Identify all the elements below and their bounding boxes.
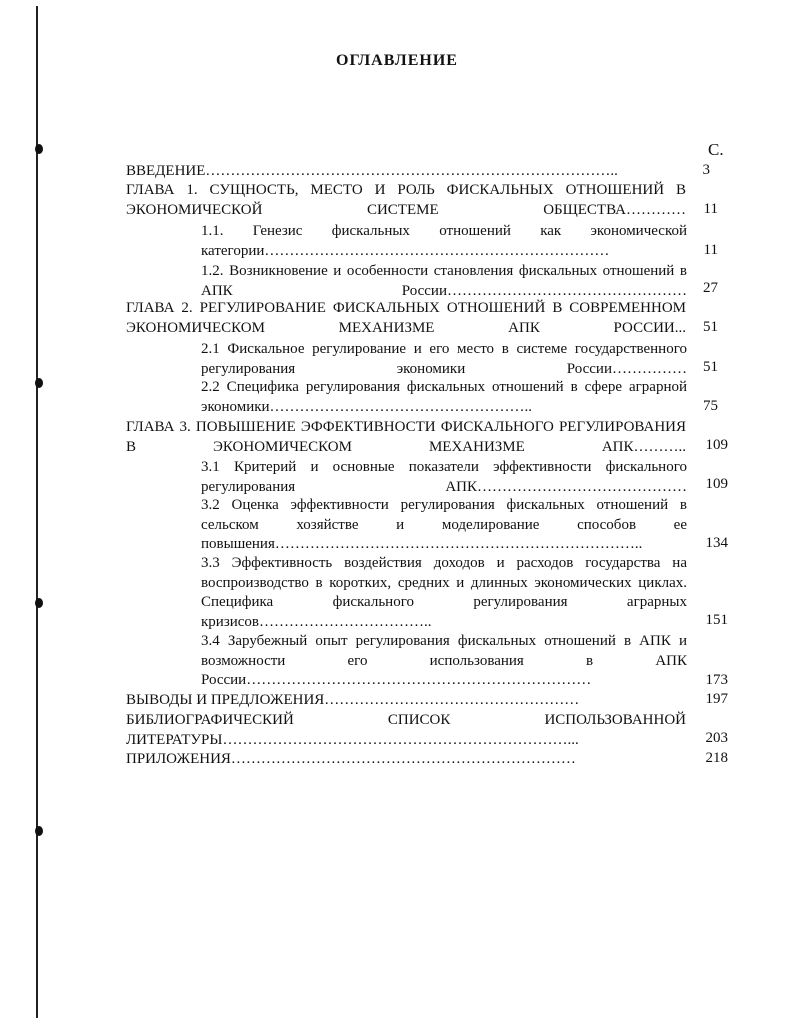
punch-hole-mark	[35, 598, 43, 608]
toc-entry-appendices[interactable]	[126, 750, 686, 770]
toc-page-number: 11	[703, 242, 718, 258]
toc-entry-text: 3.2 Оценка эффективности регулирования фискальных отношений в сельском хозяйстве и моделирование способов ее повышения………………………………………………………………..	[201, 497, 687, 552]
toc-entry-text: ГЛАВА 1. СУЩНОСТЬ, МЕСТО И РОЛЬ ФИСКАЛЬНЫХ ОТНОШЕНИЙ В ЭКОНОМИЧЕСКОЙ СИСТЕМЕ ОБЩЕСТВА…………	[126, 182, 686, 218]
toc-entry-section-2-1[interactable]	[201, 340, 687, 379]
toc-page-number: 51	[703, 359, 718, 375]
toc-entry-text: БИБЛИОГРАФИЧЕСКИЙ СПИСОК ИСПОЛЬЗОВАННОЙ ЛИТЕРАТУРЫ……………………………………………………………...	[126, 712, 686, 748]
toc-entry-introduction[interactable]	[126, 162, 686, 182]
toc-entry-section-1-1[interactable]	[201, 222, 687, 261]
left-margin-line	[36, 6, 38, 1018]
toc-entry-text: 3.1 Критерий и основные показатели эффективности фискального регулирования АПК……………………………………	[201, 459, 687, 495]
toc-page-number: 109	[705, 476, 728, 492]
punch-hole-mark	[35, 826, 43, 836]
toc-page-number: 173	[705, 672, 728, 688]
toc-entry-section-3-3[interactable]	[201, 554, 687, 632]
toc-page-number: 3	[702, 162, 710, 178]
toc-entry-chapter-3[interactable]	[126, 418, 686, 457]
toc-page-number: 203	[705, 730, 728, 746]
toc-page-number: 11	[703, 201, 718, 217]
toc-entry-text: ГЛАВА 2. РЕГУЛИРОВАНИЕ ФИСКАЛЬНЫХ ОТНОШЕНИЙ В СОВРЕМЕННОМ ЭКОНОМИЧЕСКОМ МЕХАНИЗМЕ АПК РОССИИ...	[126, 300, 686, 336]
toc-page-number: 109	[705, 437, 728, 453]
toc-entry-text: 1.1. Генезис фискальных отношений как экономической категории……………………………………………………………	[201, 223, 687, 259]
toc-page-number: 27	[703, 280, 718, 296]
toc-page-number: 75	[703, 398, 718, 414]
toc-page-number: 134	[705, 535, 728, 551]
toc-entry-section-3-2[interactable]	[201, 496, 687, 555]
toc-entry-text: 3.4 Зарубежный опыт регулирования фискальных отношений в АПК и возможности его использования в АПК России……………………………………………………………	[201, 633, 687, 688]
toc-entry-section-1-2[interactable]	[201, 262, 687, 301]
toc-entry-conclusions[interactable]	[126, 691, 686, 711]
toc-entry-text: 3.3 Эффективность воздействия доходов и расходов государства на воспроизводство в коротких, средних и длинных экономических циклах. Специфика фискального регулирования аграрных кризисов……………………………..	[201, 555, 687, 630]
toc-page-number: 151	[705, 612, 728, 628]
toc-entry-chapter-2[interactable]	[126, 299, 686, 338]
toc-page-number: 51	[703, 319, 718, 335]
toc-entry-section-2-2[interactable]	[201, 378, 687, 417]
toc-entry-section-3-4[interactable]	[201, 632, 687, 691]
toc-entry-text: 2.1 Фискальное регулирование и его место в системе государственного регулирования экономики России……………	[201, 341, 687, 377]
toc-entry-text: ВЫВОДЫ И ПРЕДЛОЖЕНИЯ……………………………………………	[126, 692, 580, 708]
page-column-label: С.	[708, 140, 724, 159]
punch-hole-mark	[35, 378, 43, 388]
toc-entry-chapter-1[interactable]	[126, 181, 686, 220]
toc-entry-text: ПРИЛОЖЕНИЯ……………………………………………………………	[126, 751, 576, 767]
toc-entry-text: ГЛАВА 3. ПОВЫШЕНИЕ ЭФФЕКТИВНОСТИ ФИСКАЛЬНОГО РЕГУЛИРОВАНИЯ В ЭКОНОМИЧЕСКОМ МЕХАНИЗМЕ АПК………..	[126, 419, 686, 455]
toc-page-number: 197	[705, 691, 728, 707]
toc-entry-text: 2.2 Специфика регулирования фискальных отношений в сфере аграрной экономики……………………………………………..	[201, 379, 687, 415]
toc-entry-bibliography[interactable]	[126, 711, 686, 750]
toc-entry-text: 1.2. Возникновение и особенности становления фискальных отношений в АПК России…………………………………………	[201, 263, 687, 299]
toc-page-number: 218	[705, 750, 728, 766]
toc-entry-text: ВВЕДЕНИЕ………………………………………………………………………..	[126, 163, 618, 179]
toc-entry-section-3-1[interactable]	[201, 458, 687, 497]
punch-hole-mark	[35, 144, 43, 154]
page-title: ОГЛАВЛЕНИЕ	[336, 52, 458, 69]
